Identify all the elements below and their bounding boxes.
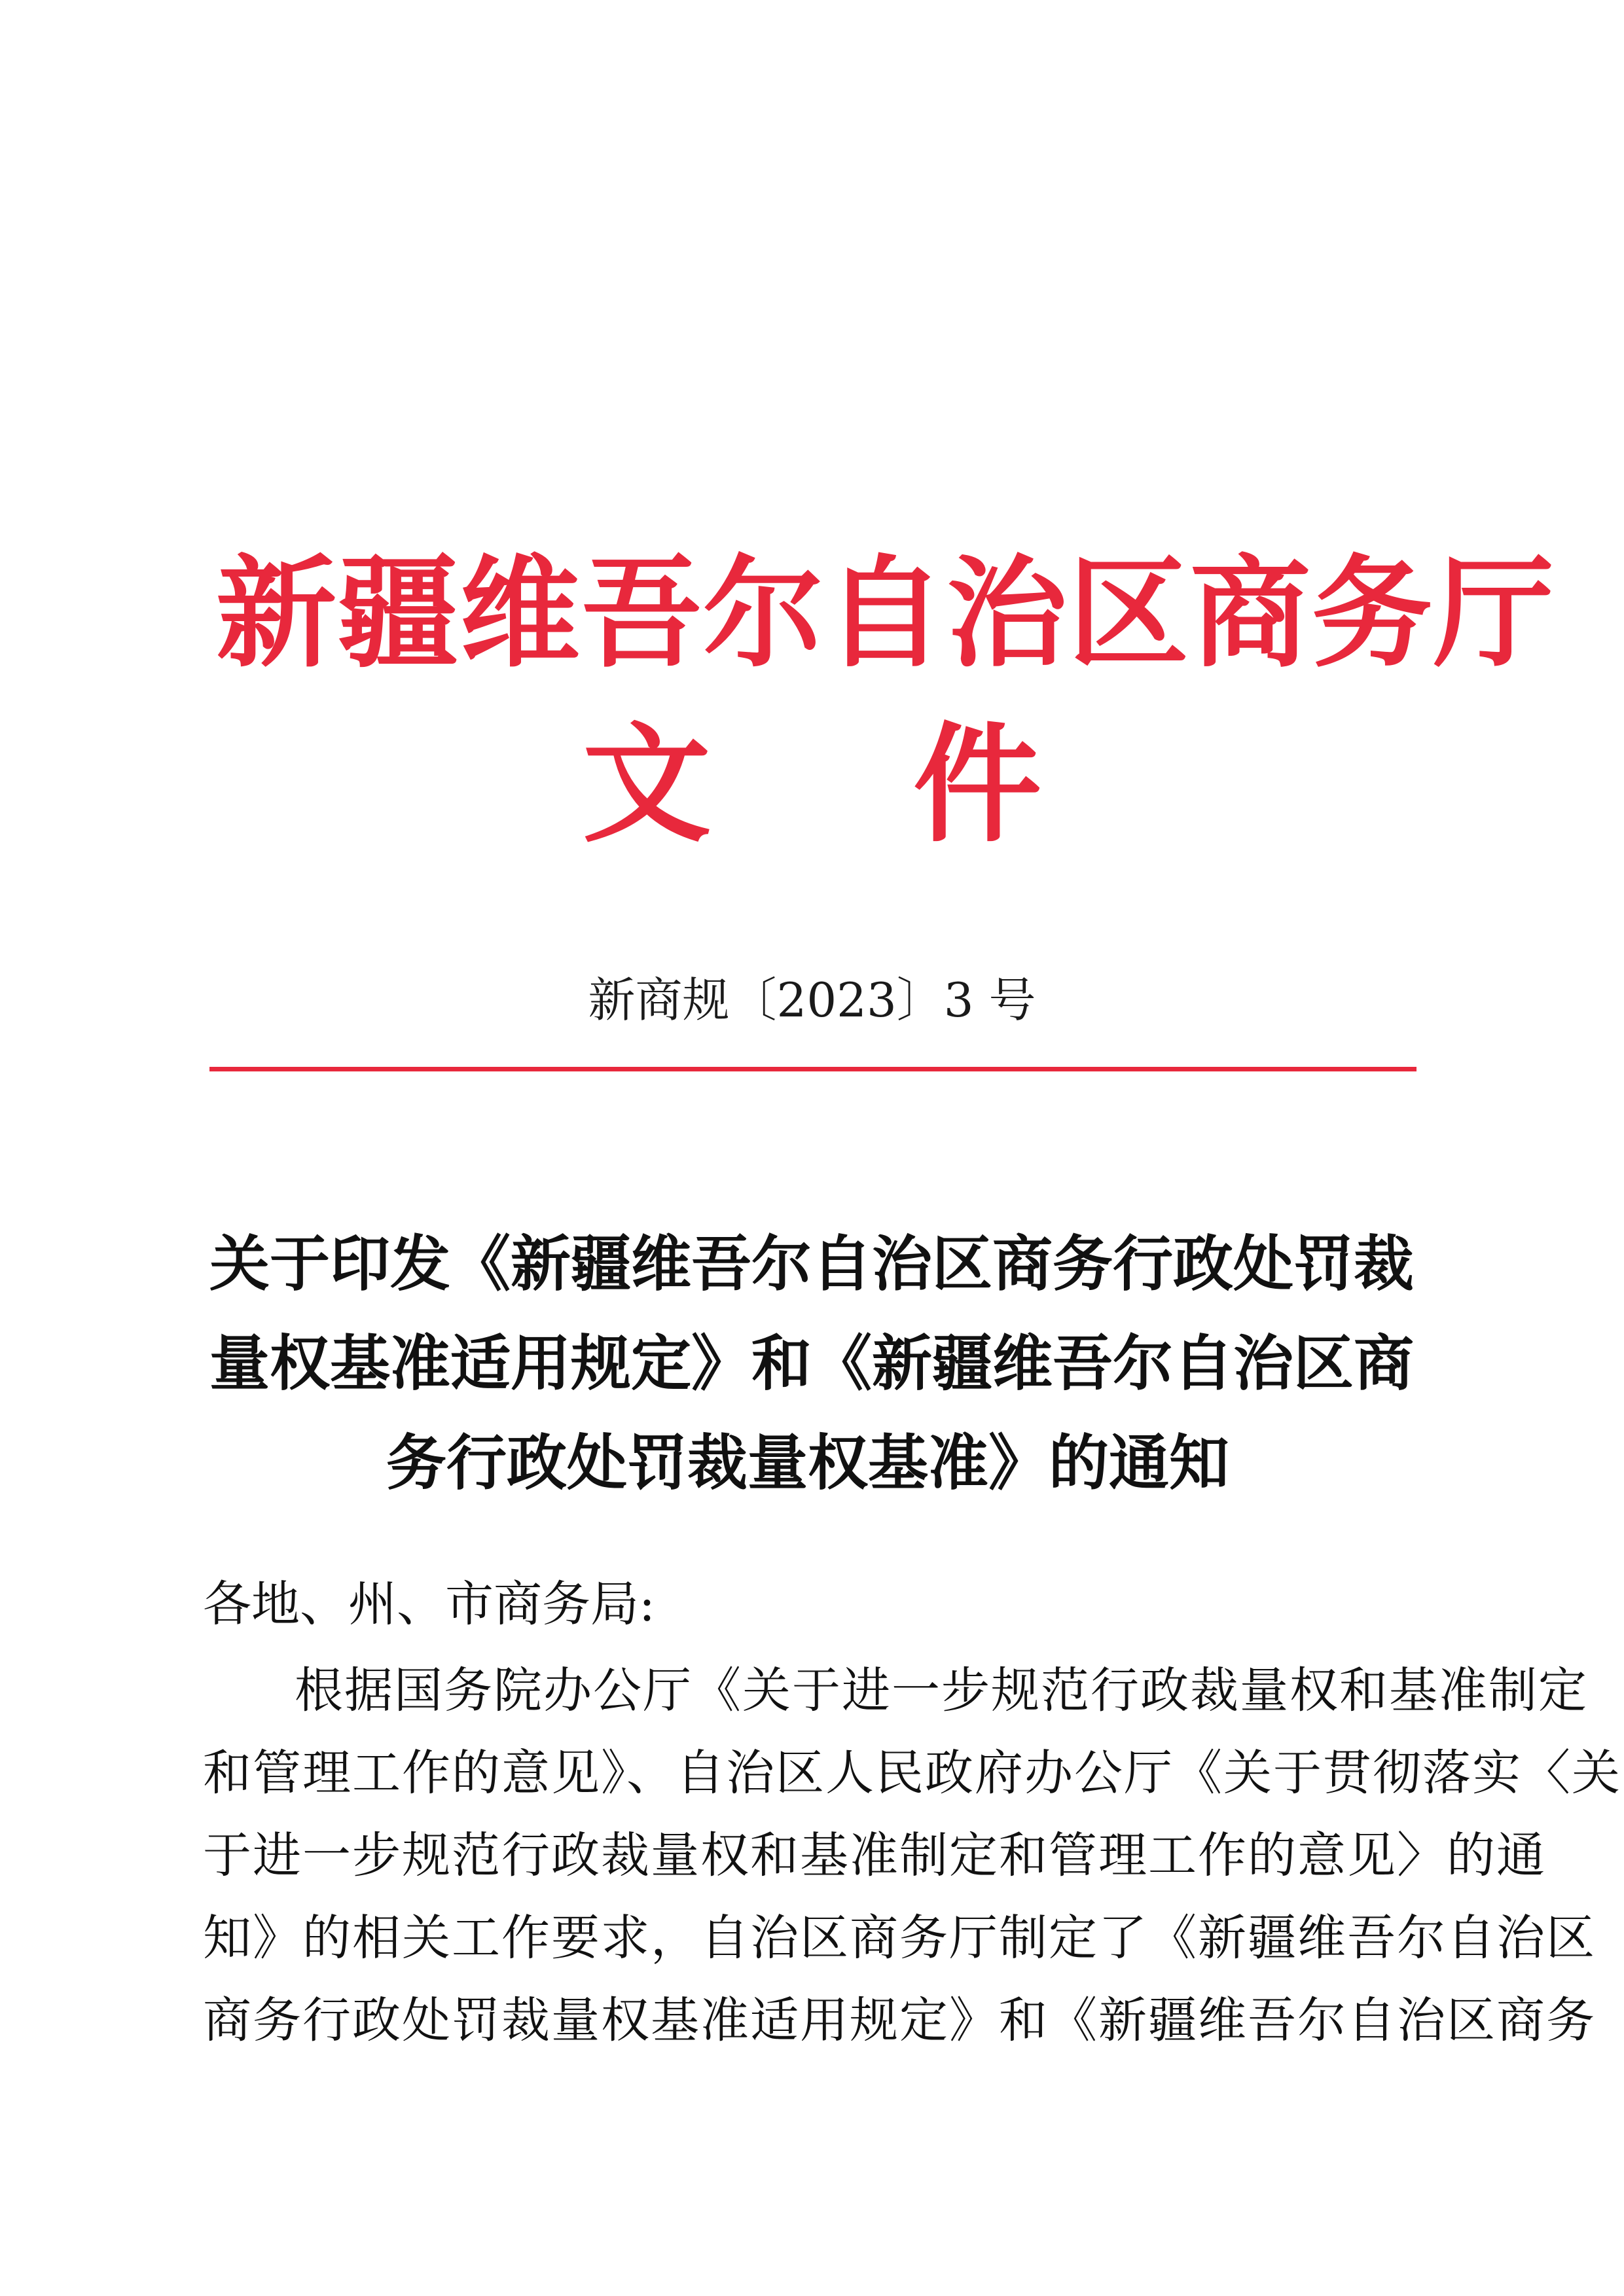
- addressee: 各地、州、市商务局:: [203, 1576, 655, 1632]
- body-line-5: 商务行政处罚裁量权基准适用规定》和《新疆维吾尔自治区商务: [203, 1992, 1596, 2049]
- document-title-line-1: 关于印发《新疆维吾尔自治区商务行政处罚裁: [209, 1229, 1415, 1299]
- document-title-line-2: 量权基准适用规定》和《新疆维吾尔自治区商: [209, 1328, 1415, 1399]
- document-label-char-1: 文: [583, 711, 712, 860]
- body-line-1: 根据国务院办公厅《关于进一步规范行政裁量权和基准制定: [295, 1662, 1588, 1719]
- document-number: 新商规〔2023〕3 号: [588, 973, 1036, 1028]
- body-line-3: 于进一步规范行政裁量权和基准制定和管理工作的意见〉的通: [203, 1827, 1546, 1884]
- red-separator-line: [209, 1067, 1416, 1071]
- body-line-4: 知》的相关工作要求，自治区商务厅制定了《新疆维吾尔自治区: [203, 1910, 1596, 1966]
- document-title-line-3: 务行政处罚裁量权基准》的通知: [386, 1427, 1230, 1498]
- body-line-2: 和管理工作的意见》、自治区人民政府办公厅《关于贯彻落实〈关: [203, 1745, 1621, 1801]
- issuer-name: 新疆维吾尔自治区商务厅: [216, 544, 1556, 684]
- document-label-char-2: 件: [913, 711, 1042, 860]
